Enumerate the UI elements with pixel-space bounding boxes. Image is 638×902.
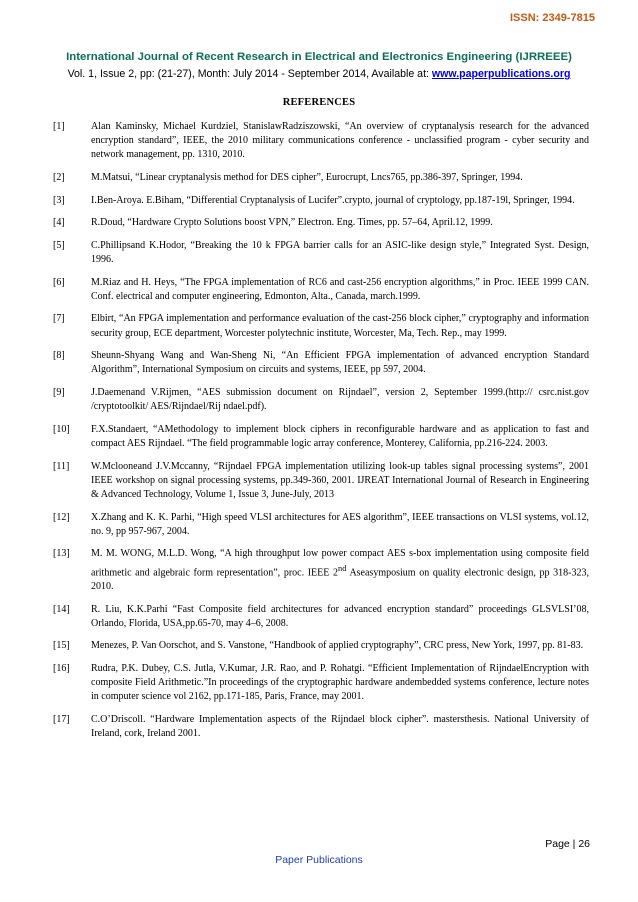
reference-item bbox=[53, 349, 589, 377]
reference-number: [12] bbox=[53, 511, 70, 523]
reference-number: [4] bbox=[53, 217, 65, 229]
reference-item bbox=[53, 171, 589, 185]
reference-number: [9] bbox=[53, 386, 65, 398]
reference-text: F.X.Standaert, “AMethodology to implement block ciphers in reconfigurable hardware and as application to fast and compact AES Rijndael. “The field programmable logic array conference, Monterey, California, pp.216-224. 2003. bbox=[91, 423, 589, 449]
reference-list bbox=[53, 120, 589, 750]
website-link[interactable]: www.paperpublications.org bbox=[431, 68, 571, 80]
reference-text: Menezes, P. Van Oorschot, and S. Vanstone, “Handbook of applied cryptography”, CRC press, New York, 1997, pp. 81-83. bbox=[91, 640, 584, 652]
reference-number: [5] bbox=[53, 239, 65, 251]
issn-label: ISSN: 2349-7815 bbox=[510, 12, 595, 24]
reference-text: M.Riaz and H. Heys, “The FPGA implementation of RC6 and cast-256 encryption algorithms,” in Proc. IEEE 1999 CAN. Conf. electrical and computer engineering, Edmonton, Alta., Canada, march.1999. bbox=[91, 276, 589, 302]
reference-text: J.Daemenand V.Rijmen, “AES submission document on Rijndael”, version 2, September 1999.(http:// csrc.nist.gov /cryptotoolkit/ AES/Rijndael/Rij ndael.pdf). bbox=[91, 386, 589, 413]
reference-item bbox=[53, 639, 589, 653]
reference-text: Alan Kaminsky, Michael Kurdziel, StanislawRadziszowski, “An overview of cryptanalysis research for the advanced encryption standard”, IEEE, the 2010 military communications conference - unclassified program - cyber security and network management, pp. 1310, 2010. bbox=[91, 121, 589, 161]
reference-text: M.Matsui, “Linear cryptanalysis method for DES cipher”, Eurocrupt, Lncs765, pp.386-397, Springer, 1994. bbox=[91, 172, 523, 183]
journal-title: International Journal of Recent Research in Electrical and Electronics Engineering (IJRREEE) bbox=[66, 51, 572, 63]
reference-number: [6] bbox=[53, 276, 65, 288]
reference-item bbox=[53, 216, 589, 230]
reference-number: [1] bbox=[53, 121, 65, 132]
reference-item bbox=[53, 312, 589, 340]
reference-text: Rudra, P.K. Dubey, C.S. Jutla, V.Kumar, J.R. Rao, and P. Rohatgi. “Efficient Implementation of RijndaelEncryption with composite Field Arithmetic.”In proceedings of the cryptographic hardware andembedded systems conference, lecture notes in computer science vol 2162, pp.171-185, Paris, France, may 2001. bbox=[91, 663, 589, 703]
reference-text: C.Phillipsand K.Hodor, “Breaking the 10 k FPGA barrier calls for an ASIC-like design style,” Integrated Syst. Design, 1996. bbox=[91, 239, 589, 265]
reference-text-part: Aseasymposium on quality electronic design, pp 318-323, 2010. bbox=[91, 566, 590, 593]
reference-item bbox=[53, 713, 589, 741]
reference-item bbox=[53, 662, 589, 705]
reference-item bbox=[53, 120, 589, 163]
references-heading: REFERENCES bbox=[282, 97, 356, 108]
reference-item bbox=[53, 276, 589, 304]
reference-item bbox=[53, 386, 589, 414]
reference-number: [8] bbox=[53, 350, 65, 362]
page-number: Page | 26 bbox=[545, 838, 590, 850]
reference-number: [3] bbox=[53, 194, 65, 206]
reference-text bbox=[91, 547, 589, 594]
reference-text: R.Doud, “Hardware Crypto Solutions boost VPN,” Electron. Eng. Times, pp. 57–64, April.12, 1999. bbox=[91, 217, 493, 229]
reference-item bbox=[53, 239, 589, 267]
ordinal-superscript: nd bbox=[338, 563, 347, 573]
reference-text: X.Zhang and K. K. Parhi, “High speed VLSI architectures for AES algorithm”, IEEE transactions on VLSI systems, vol.12, no. 9, pp 957-967, 2004. bbox=[91, 511, 589, 537]
reference-item bbox=[53, 511, 589, 539]
reference-item bbox=[53, 460, 589, 503]
reference-item bbox=[53, 423, 589, 451]
volume-line bbox=[0, 68, 638, 80]
reference-number: [14] bbox=[53, 603, 70, 615]
reference-text: C.O’Driscoll. “Hardware Implementation aspects of the Rijndael block cipher”. mastersthesis. National University of Ireland, cork, Ireland 2001. bbox=[91, 714, 589, 740]
publisher-footer: Paper Publications bbox=[275, 854, 363, 866]
reference-item bbox=[53, 547, 589, 594]
reference-number: [10] bbox=[53, 423, 70, 435]
reference-number: [7] bbox=[53, 313, 65, 325]
reference-text: R. Liu, K.K.Parhi “Fast Composite field architectures for advanced encryption standard” proceedings GLSVLSI’08, Orlando, Florida, USA,pp.65-70, may 4–6, 2008. bbox=[91, 603, 589, 629]
reference-number: [17] bbox=[53, 714, 70, 726]
reference-text: Sheunn-Shyang Wang and Wan-Sheng Ni, “An Efficient FPGA implementation of advanced encryption Standard Algorithm”, International Symposium on circuits and systems, IEEE, pp 597, 2004. bbox=[91, 350, 589, 376]
reference-text-part: M. M. WONG, M.L.D. Wong, “A high throughput low power compact AES s-box implementation using composite field arithmetic and algebraic form representation”, proc. IEEE 2 bbox=[91, 548, 589, 578]
volume-text: Vol. 1, Issue 2, pp: (21-27), Month: July 2014 - September 2014, Available at: bbox=[67, 68, 432, 80]
reference-item bbox=[53, 603, 589, 631]
reference-text: Elbirt, “An FPGA implementation and performance evaluation of the cast-256 block cipher,” cryptography and information security group, ECE department, Worcester polytechnic institute, Worcester, Ma, Tech. Rep., may 1999. bbox=[91, 313, 589, 339]
reference-number: [15] bbox=[53, 640, 70, 652]
reference-text: W.Mclooneand J.V.Mccanny, “Rijndael FPGA implementation utilizing look-up tables signal processing systems”, 2001 IEEE workshop on signal processing systems, pp.349-360, 2001. IJREAT International Journal of Research in Engineering & Advanced Technology, Volume 1, Issue 3, June-July, 2013 bbox=[91, 460, 589, 500]
reference-number: [11] bbox=[53, 460, 70, 472]
reference-number: [2] bbox=[53, 172, 65, 183]
reference-number: [13] bbox=[53, 548, 70, 560]
reference-number: [16] bbox=[53, 663, 70, 675]
reference-text: I.Ben-Aroya. E.Biham, “Differential Cryptanalysis of Lucifer”.crypto, journal of cryptology, pp.187-19l, Springer, 1994. bbox=[91, 194, 575, 206]
reference-item bbox=[53, 194, 589, 208]
